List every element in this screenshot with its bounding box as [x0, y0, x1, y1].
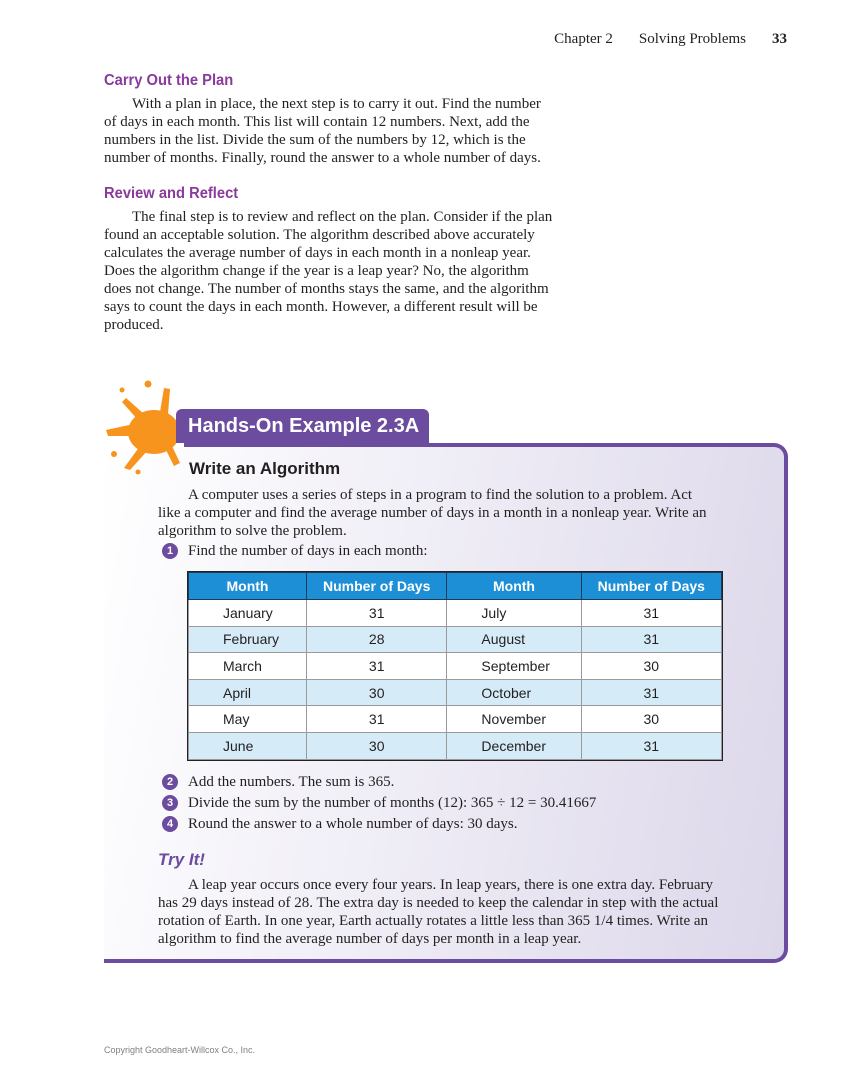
- month-cell: June: [189, 732, 307, 759]
- days-cell: 30: [581, 653, 721, 680]
- text-line: does not change. The number of months stays the same, and the algorithm: [104, 281, 549, 297]
- column-header: Number of Days: [306, 573, 446, 600]
- page-number: 33: [772, 31, 787, 47]
- text-line: produced.: [104, 317, 164, 333]
- step-number-badge: 1: [162, 543, 178, 559]
- column-header: Month: [189, 573, 307, 600]
- text-line: A computer uses a series of steps in a program to find the solution to a problem. Act: [188, 487, 693, 503]
- month-cell: July: [447, 600, 581, 627]
- chapter-title: Solving Problems: [638, 31, 746, 47]
- text-line: number of months. Finally, round the answer to a whole number of days.: [104, 150, 541, 166]
- month-cell: February: [189, 626, 307, 653]
- days-cell: 31: [581, 679, 721, 706]
- text-line: A leap year occurs once every four years. In leap years, there is one extra day. February: [188, 877, 714, 893]
- days-per-month-table: [188, 572, 722, 760]
- step-number-badge: 3: [162, 795, 178, 811]
- step-number-badge: 4: [162, 816, 178, 832]
- table-row: [189, 732, 722, 759]
- carry-out-heading: Carry Out the Plan: [104, 72, 234, 89]
- text-line: rotation of Earth. In one year, Earth actually rotates a little less than 365 1/4 times. Write an: [158, 913, 709, 929]
- table-row: [189, 600, 722, 627]
- try-it-paragraph: [158, 876, 768, 948]
- month-cell: October: [447, 679, 581, 706]
- step-text: Find the number of days in each month:: [188, 543, 428, 559]
- review-heading: Review and Reflect: [104, 185, 239, 202]
- month-cell: September: [447, 653, 581, 680]
- hands-on-example-tab: Hands-On Example 2.3A: [176, 409, 429, 443]
- text-line: Does the algorithm change if the year is a leap year? No, the algorithm: [104, 263, 529, 279]
- step-4: [162, 815, 518, 833]
- step-text: Add the numbers. The sum is 365.: [188, 774, 395, 790]
- month-cell: March: [189, 653, 307, 680]
- text-line: has 29 days instead of 28. The extra day is needed to keep the calendar in step with the actual: [158, 895, 719, 911]
- step-text: Round the answer to a whole number of days: 30 days.: [188, 816, 518, 832]
- column-header: Month: [447, 573, 581, 600]
- table-row: [189, 679, 722, 706]
- days-cell: 31: [581, 732, 721, 759]
- days-cell: 31: [581, 626, 721, 653]
- table-row: [189, 706, 722, 733]
- table-row: [189, 626, 722, 653]
- step-number-badge: 2: [162, 774, 178, 790]
- step-3: [162, 794, 596, 812]
- month-cell: May: [189, 706, 307, 733]
- text-line: like a computer and find the average number of days in a month in a nonleap year. Write an: [158, 505, 707, 521]
- month-cell: January: [189, 600, 307, 627]
- text-line: calculates the average number of days in each month in a nonleap year.: [104, 245, 531, 261]
- text-line: says to count the days in each month. However, a different result will be: [104, 299, 538, 315]
- days-cell: 31: [306, 653, 446, 680]
- step-text: Divide the sum by the number of months (12): 365 ÷ 12 = 30.41667: [188, 795, 597, 811]
- month-cell: April: [189, 679, 307, 706]
- text-line: of days in each month. This list will contain 12 numbers. Next, add the: [104, 114, 530, 130]
- days-cell: 30: [306, 679, 446, 706]
- running-head: [554, 31, 787, 48]
- days-cell: 31: [306, 706, 446, 733]
- example-intro: [158, 486, 768, 540]
- review-paragraph: [104, 208, 594, 334]
- days-cell: 28: [306, 626, 446, 653]
- column-header: Number of Days: [581, 573, 721, 600]
- copyright-notice: Copyright Goodheart-Willcox Co., Inc.: [104, 1045, 256, 1055]
- step-2: [162, 773, 394, 791]
- table-header-row: [189, 573, 722, 600]
- try-it-heading: Try It!: [158, 850, 205, 869]
- month-cell: August: [447, 626, 581, 653]
- text-line: algorithm to solve the problem.: [158, 523, 347, 539]
- chapter-label: Chapter 2: [554, 31, 613, 47]
- example-title: Write an Algorithm: [189, 459, 341, 478]
- month-cell: November: [447, 706, 581, 733]
- table-row: [189, 653, 722, 680]
- month-cell: December: [447, 732, 581, 759]
- text-line: numbers in the list. Divide the sum of the numbers by 12, which is the: [104, 132, 526, 148]
- days-cell: 30: [581, 706, 721, 733]
- days-cell: 30: [306, 732, 446, 759]
- text-line: found an acceptable solution. The algorithm described above accurately: [104, 227, 535, 243]
- step-1: [162, 542, 428, 560]
- days-cell: 31: [306, 600, 446, 627]
- carry-out-paragraph: [104, 95, 594, 167]
- text-line: With a plan in place, the next step is to carry it out. Find the number: [132, 96, 541, 112]
- days-cell: 31: [581, 600, 721, 627]
- text-line: The final step is to review and reflect on the plan. Consider if the plan: [132, 209, 553, 225]
- text-line: algorithm to find the average number of days per month in a leap year.: [158, 931, 582, 947]
